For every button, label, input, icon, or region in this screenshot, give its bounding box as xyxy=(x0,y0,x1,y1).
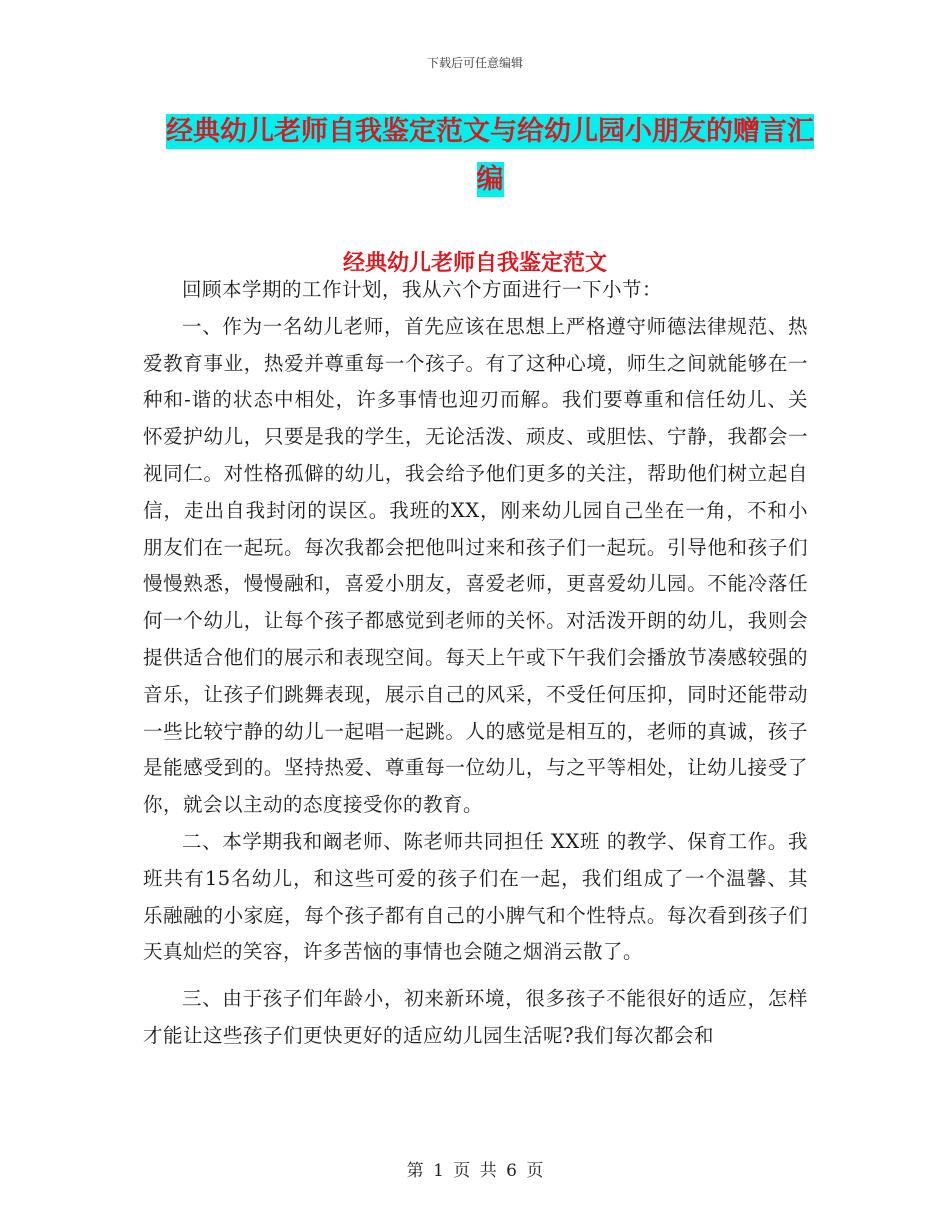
paragraph-1: 一、作为一名幼儿老师，首先应该在思想上严格遵守师德法律规范、热爱教育事业，热爱并尊重每一个孩子。有了这种心境，师生之间就能够在一种和-谐的状态中相处，许多事情也迎刃而解。我们要尊重和信任幼儿、关怀爱护幼儿，只要是我的学生，无论活泼、顽皮、或胆怯、宁静，我都会一视同仁。对性格孤僻的幼儿，我会给予他们更多的关注，帮助他们树立起自信，走出自我封闭的误区。我班的XX，刚来幼儿园自己坐在一角，不和小朋友们在一起玩。每次我都会把他叫过来和孩子们一起玩。引导他和孩子们慢慢熟悉，慢慢融和，喜爱小朋友，喜爱老师，更喜爱幼儿园。不能冷落任何一个幼儿，让每个孩子都感觉到老师的关怀。对活泼开朗的幼儿，我则会提供适合他们的展示和表现空间。每天上午或下午我们会播放节凑感较强的音乐，让孩子们跳舞表现，展示自己的风采，不受任何压抑，同时还能带动一些比较宁静的幼儿一起唱一起跳。人的感觉是相互的，老师的真诚，孩子是能感受到的。坚持热爱、尊重每一位幼儿，与之平等相处，让幼儿接受了你，就会以主动的态度接受你的教育。 xyxy=(143,314,808,817)
section-title: 经典幼儿老师自我鉴定范文 xyxy=(342,251,607,276)
paragraph-2: 二、本学期我和阚老师、陈老师共同担任 XX班 的教学、保育工作。我班共有15名幼儿，和这些可爱的孩子们在一起，我们组成了一个温馨、其乐融融的小家庭，每个孩子都有自己的小脾气和个性特点。每次看到孩子们天真灿烂的笑容，许多苦恼的事情也会随之烟消云散了。 xyxy=(143,829,808,964)
document-title xyxy=(160,108,820,204)
paragraph-intro: 回顾本学期的工作计划，我从六个方面进行一下小节： xyxy=(182,278,663,301)
document-title-text: 经典幼儿老师自我鉴定范文与给幼儿园小朋友的赠言汇编 xyxy=(166,116,814,195)
document-body xyxy=(143,272,808,1055)
header-note: 下载后可任意编辑 xyxy=(426,56,523,70)
paragraph-3: 三、由于孩子们年龄小，初来新环境，很多孩子不能很好的适应，怎样才能让这些孩子们更快更好的适应幼儿园生活呢?我们每次都会和 xyxy=(143,987,808,1047)
page-footer: 第 1 页 共 6 页 xyxy=(406,1161,544,1181)
